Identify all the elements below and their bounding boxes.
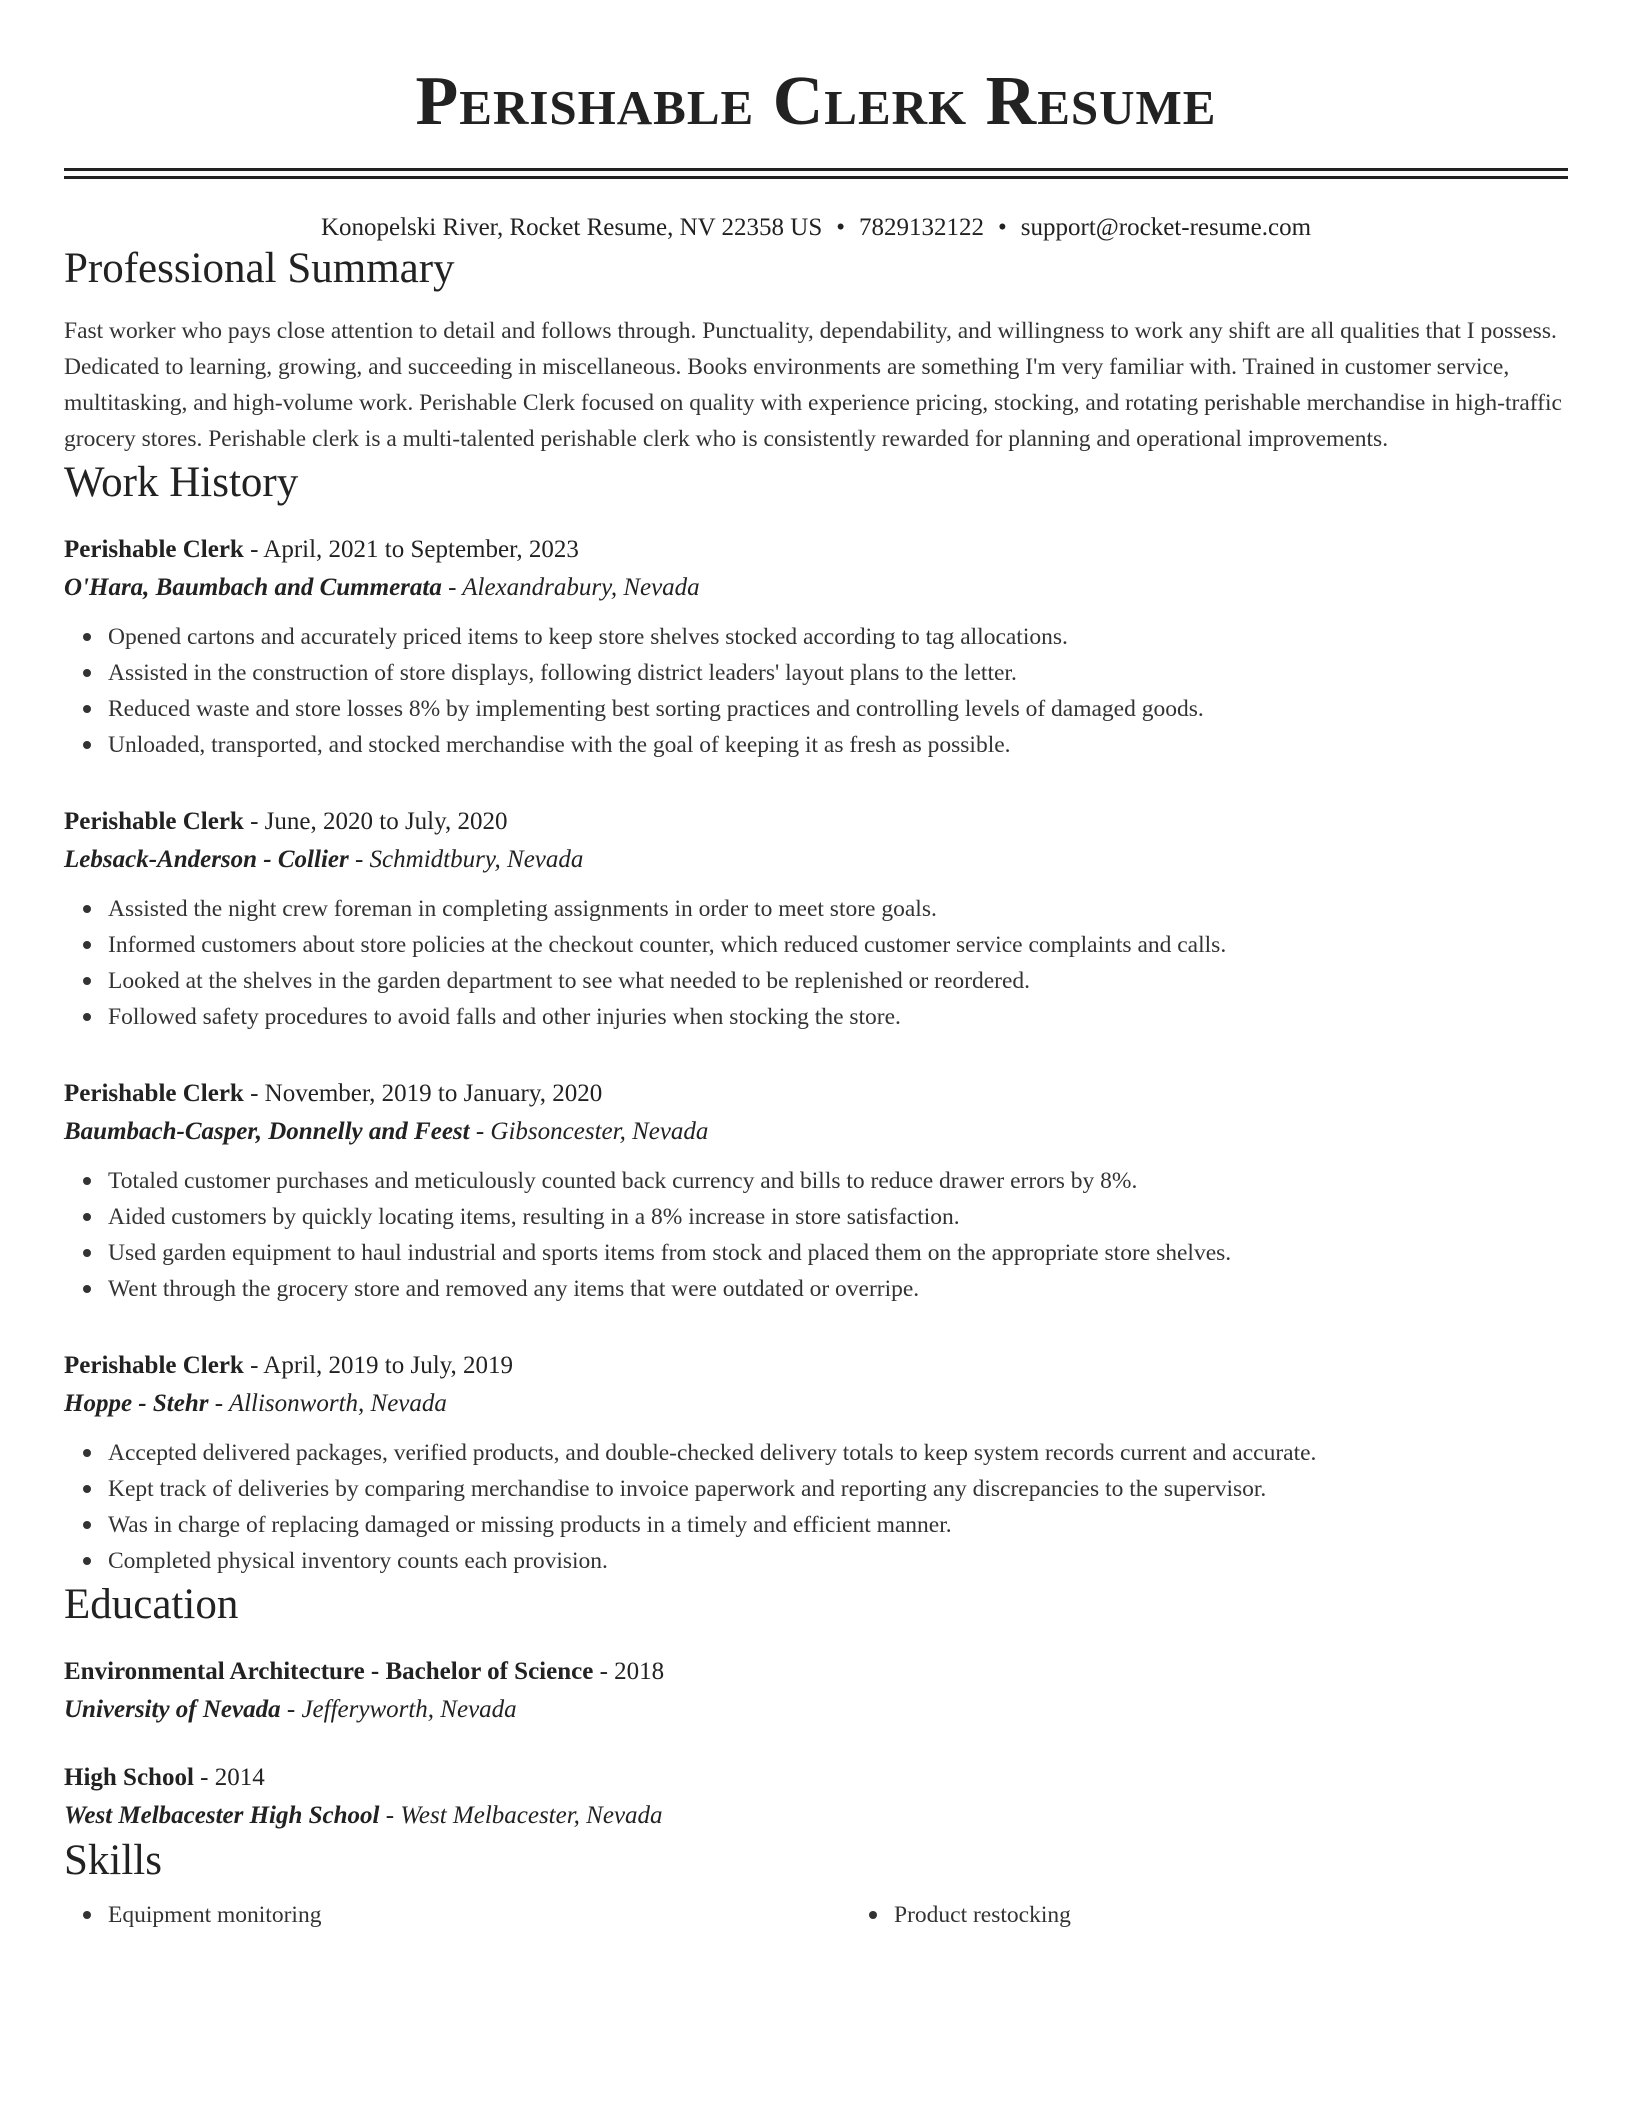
bullet-dot [83,1013,91,1021]
job-bullets [64,1163,1568,1307]
bullet-text: Assisted in the construction of store displays, following district leaders' layout plans to the letter. [108,660,1017,686]
bullet-text: Went through the grocery store and removed any items that were outdated or overripe. [108,1276,920,1302]
bullet-dot [83,1485,91,1493]
job-company-line [64,1113,1568,1151]
bullet-text: Totaled customer purchases and meticulously counted back currency and bills to reduce drawer errors by 8%. [108,1168,1138,1194]
job-title-line [64,531,1568,569]
job-dates: - April, 2021 to September, 2023 [243,536,579,563]
bullet-text: Aided customers by quickly locating items, resulting in a 8% increase in store satisfaction. [108,1204,960,1230]
work-history-heading: Work History [64,459,299,506]
bullet-text: Opened cartons and accurately priced items to keep store shelves stocked according to tag allocations. [108,624,1068,650]
bullet-dot [83,1911,91,1919]
bullet-dot [83,1449,91,1457]
bullet-text: Was in charge of replacing damaged or missing products in a timely and efficient manner. [108,1512,952,1538]
bullet-text: Looked at the shelves in the garden department to see what needed to be replenished or reordered. [108,968,1031,994]
job-location: - Gibsoncester, Nevada [469,1118,709,1145]
job-location: - Alexandrabury, Nevada [441,574,700,601]
resume-page [64,0,1568,1933]
contact-separator: • [836,214,845,241]
job-bullets [64,619,1568,763]
job-role: Perishable Clerk [64,808,244,835]
bullet-dot [83,1213,91,1221]
bullet-dot [83,977,91,985]
bullet-dot [83,669,91,677]
skill-text: Product restocking [894,1902,1071,1928]
job-company: O'Hara, Baumbach and Cummerata [64,574,442,601]
bullet-text: Reduced waste and store losses 8% by implementing best sorting practices and controlling levels of damaged goods. [108,696,1204,722]
job-dates: - April, 2019 to July, 2019 [243,1352,514,1379]
bullet-dot [83,633,91,641]
education-heading: Education [64,1581,239,1628]
bullet-dot [83,741,91,749]
skills-column-right [850,1897,1632,1933]
bullet-item [108,1235,1568,1271]
bullet-item [108,1271,1568,1307]
job-entry [64,1347,1568,1579]
bullet-text: Assisted the night crew foreman in completing assignments in order to meet store goals. [108,896,937,922]
bullet-item [108,1471,1568,1507]
education-degree-line [64,1653,1568,1691]
education-location: - Jefferyworth, Nevada [280,1696,517,1723]
bullet-item [108,619,1568,655]
job-role: Perishable Clerk [64,536,244,563]
bullet-text: Followed safety procedures to avoid falls and other injuries when stocking the store. [108,1004,901,1030]
contact-separator: • [998,214,1007,241]
job-company-line [64,569,1568,607]
bullet-dot [83,705,91,713]
contact-line [64,213,1568,243]
skills-grid [64,1897,1568,1933]
education-entry [64,1653,1568,1729]
skill-item [894,1897,1632,1933]
job-company: Lebsack-Anderson - Collier [64,846,349,873]
bullet-item [108,655,1568,691]
job-location: - Schmidtbury, Nevada [348,846,584,873]
bullet-text: Used garden equipment to haul industrial and sports items from stock and placed them on the appropriate store shelves. [108,1240,1232,1266]
bullet-text: Kept track of deliveries by comparing merchandise to invoice paperwork and reporting any discrepancies to the supervisor. [108,1476,1267,1502]
job-entry [64,531,1568,763]
job-location: - Allisonworth, Nevada [208,1390,447,1417]
bullet-item [108,1507,1568,1543]
bullet-item [108,691,1568,727]
bullet-item [108,1435,1568,1471]
education-year: - 2014 [193,1764,265,1791]
skills-column-left [64,1897,850,1933]
summary-text: Fast worker who pays close attention to detail and follows through. Punctuality, dependability, and willingness to work any shift are all qualities that I possess. Dedicated to learning, growing, and succeeding in miscellaneous. Books environments are something I'm very familiar with. Trained in customer service, multitasking, and high-volume work. Perishable Clerk focused on quality with experience pricing, stocking, and rotating perishable merchandise in high-traffic grocery stores. Perishable clerk is a multi-talented perishable clerk who is consistently rewarded for planning and operational improvements. [64,318,1562,452]
bullet-item [108,999,1568,1035]
education-location: - West Melbacester, Nevada [379,1802,663,1829]
education-school: West Melbacester High School [64,1802,380,1829]
bullet-text: Completed physical inventory counts each provision. [108,1548,608,1574]
education-school-line [64,1691,1568,1729]
job-bullets [64,891,1568,1035]
bullet-item [108,1199,1568,1235]
bullet-item [108,927,1568,963]
education-school-line [64,1797,1568,1835]
job-role: Perishable Clerk [64,1352,244,1379]
bullet-dot [83,1177,91,1185]
bullet-text: Accepted delivered packages, verified products, and double-checked delivery totals to keep system records current and accurate. [108,1440,1317,1466]
bullet-text: Informed customers about store policies at the checkout counter, which reduced customer service complaints and calls. [108,932,1227,958]
job-dates: - November, 2019 to January, 2020 [243,1080,603,1107]
job-company-line [64,1385,1568,1423]
bullet-item [108,1543,1568,1579]
job-company: Hoppe - Stehr [64,1390,209,1417]
job-dates: - June, 2020 to July, 2020 [243,808,508,835]
education-degree: Environmental Architecture - Bachelor of Science [64,1658,594,1685]
bullet-dot [83,905,91,913]
skill-text: Equipment monitoring [108,1902,322,1928]
bullet-text: Unloaded, transported, and stocked merchandise with the goal of keeping it as fresh as possible. [108,732,1011,758]
bullet-dot [869,1911,877,1919]
job-title-line [64,1075,1568,1113]
bullet-dot [83,1249,91,1257]
skills-heading: Skills [64,1837,162,1884]
bullet-dot [83,941,91,949]
bullet-dot [83,1521,91,1529]
education-school: University of Nevada [64,1696,281,1723]
job-entry [64,1075,1568,1307]
bullet-item [108,891,1568,927]
title-divider [64,168,1568,179]
bullet-item [108,727,1568,763]
job-title-line [64,1347,1568,1385]
education-degree: High School [64,1764,194,1791]
contact-address: Konopelski River, Rocket Resume, NV 22358 US [320,214,823,241]
job-role: Perishable Clerk [64,1080,244,1107]
contact-phone: 7829132122 [859,214,984,241]
job-title-line [64,803,1568,841]
skill-item [108,1897,850,1933]
education-year: - 2018 [593,1658,665,1685]
job-bullets [64,1435,1568,1579]
job-entry [64,803,1568,1035]
job-company-line [64,841,1568,879]
education-degree-line [64,1759,1568,1797]
summary-heading: Professional Summary [64,245,455,292]
bullet-dot [83,1285,91,1293]
page-title: Perishable Clerk Resume [415,63,1217,140]
bullet-item [108,1163,1568,1199]
contact-email: support@rocket-resume.com [1020,214,1312,241]
bullet-dot [83,1557,91,1565]
job-company: Baumbach-Casper, Donnelly and Feest [64,1118,470,1145]
education-entry [64,1759,1568,1835]
bullet-item [108,963,1568,999]
